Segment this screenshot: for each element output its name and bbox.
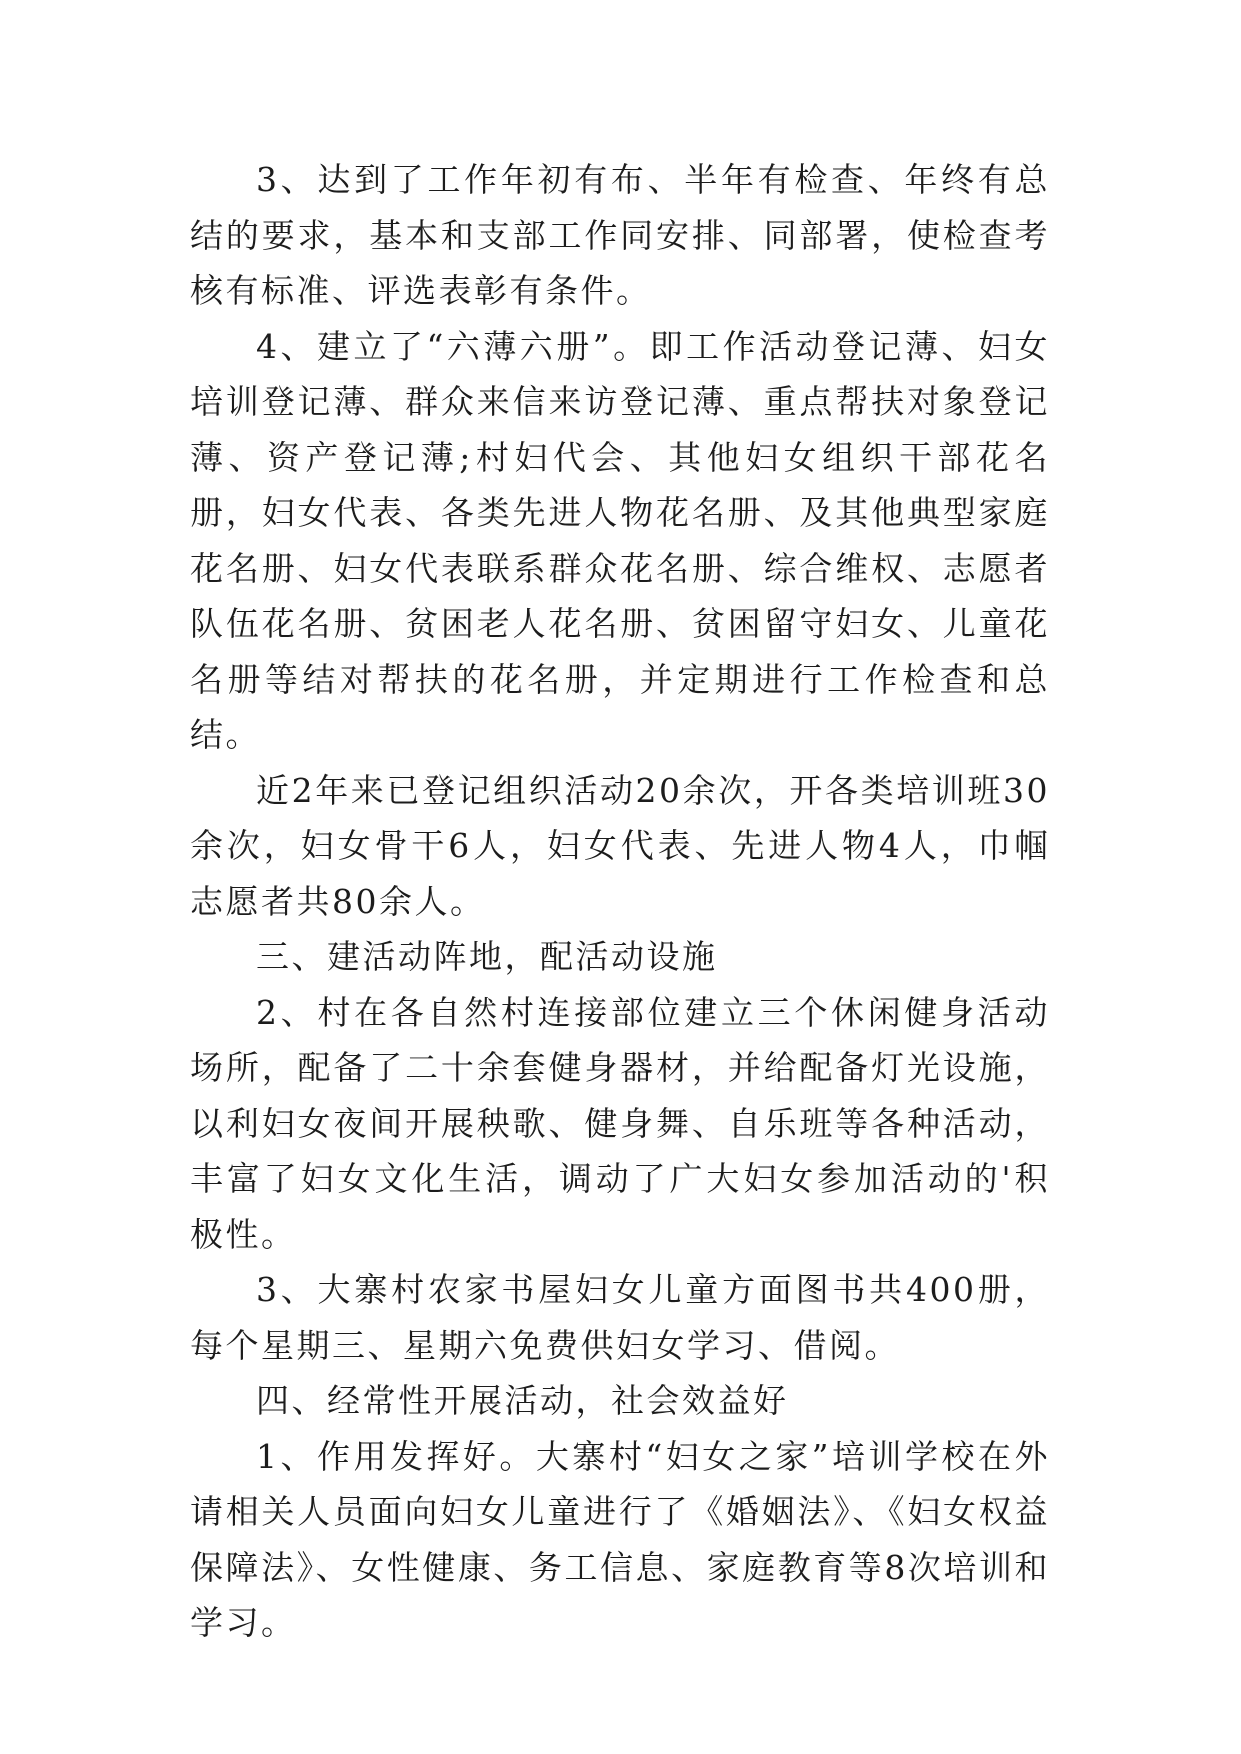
paragraph-item-4-registers: 4、建立了“六薄六册”。即工作活动登记薄、妇女培训登记薄、群众来信来访登记薄、重点帮扶对象登记薄、资产登记薄;村妇代会、其他妇女组织干部花名册，妇女代表、各类先进人物花名册、及其他典型家庭花名册、妇女代表联系群众花名册、综合维权、志愿者队伍花名册、贫困老人花名册、贫困留守妇女、儿童花名册等结对帮扶的花名册，并定期进行工作检查和总结。	[190, 326, 1050, 754]
paragraph-item-2-fitness-venues: 2、村在各自然村连接部位建立三个休闲健身活动场所，配备了二十余套健身器材，并给配备灯光设施，以利妇女夜间开展秧歌、健身舞、自乐班等各种活动，丰富了妇女文化生活，调动了广大妇女参加活动的'积极性。	[190, 992, 1050, 1254]
paragraph-activity-statistics: 近2年来已登记组织活动20余次，开各类培训班30余次，妇女骨干6人，妇女代表、先进人物4人，巾帼志愿者共80余人。	[190, 770, 1050, 921]
paragraph-item-1-training: 1、作用发挥好。大寨村“妇女之家”培训学校在外请相关人员面向妇女儿童进行了《婚姻法》、《妇女权益保障法》、女性健康、务工信息、家庭教育等8次培训和学习。	[190, 1436, 1050, 1642]
document-body	[190, 152, 1050, 1651]
section-heading-3: 三、建活动阵地，配活动设施	[256, 937, 718, 976]
paragraph-item-3-library: 3、大寨村农家书屋妇女儿童方面图书共400册，每个星期三、星期六免费供妇女学习、借阅。	[190, 1270, 1050, 1365]
section-heading-4: 四、经常性开展活动，社会效益好	[256, 1381, 789, 1420]
paragraph-item-3-requirements: 3、达到了工作年初有布、半年有检查、年终有总结的要求，基本和支部工作同安排、同部署，使检查考核有标准、评选表彰有条件。	[190, 160, 1050, 310]
